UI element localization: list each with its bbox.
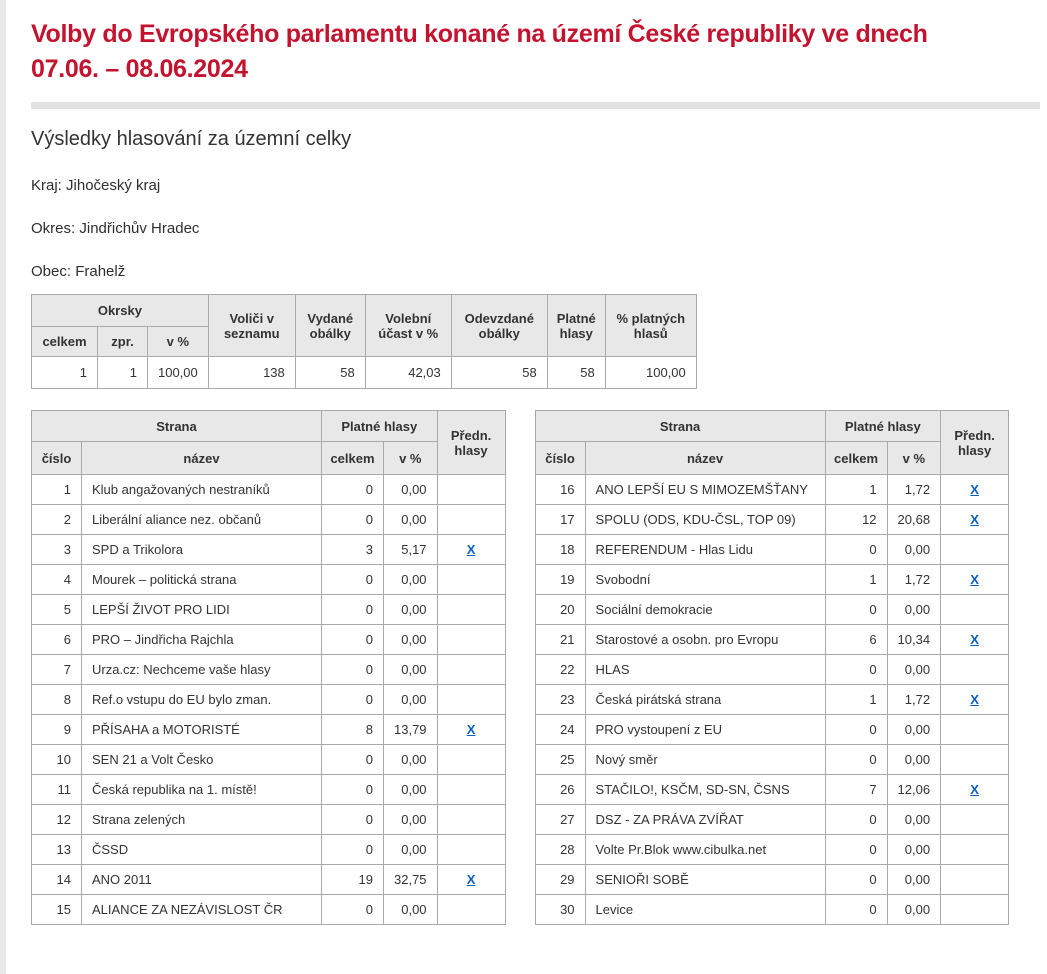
party-total-votes: 0 bbox=[825, 745, 887, 775]
party-total-votes: 0 bbox=[322, 895, 384, 925]
preferential-votes-cell bbox=[941, 805, 1009, 835]
party-name: PRO – Jindřicha Rajchla bbox=[82, 625, 322, 655]
party-percent: 0,00 bbox=[384, 775, 438, 805]
col-header-v-pct: v % bbox=[887, 442, 941, 475]
party-number: 10 bbox=[32, 745, 82, 775]
party-row bbox=[32, 625, 506, 655]
party-percent: 0,00 bbox=[384, 685, 438, 715]
preferential-votes-cell bbox=[941, 685, 1009, 715]
party-row bbox=[535, 805, 1009, 835]
preferential-votes-cell bbox=[437, 685, 505, 715]
party-number: 5 bbox=[32, 595, 82, 625]
party-total-votes: 0 bbox=[322, 625, 384, 655]
party-name: Mourek – politická strana bbox=[82, 565, 322, 595]
party-percent: 0,00 bbox=[384, 895, 438, 925]
preferential-votes-cell bbox=[437, 865, 505, 895]
col-header-okrsky: Okrsky bbox=[32, 295, 209, 327]
party-row bbox=[32, 805, 506, 835]
party-number: 27 bbox=[535, 805, 585, 835]
party-row bbox=[32, 565, 506, 595]
party-number: 11 bbox=[32, 775, 82, 805]
party-number: 26 bbox=[535, 775, 585, 805]
page-title-line1: Volby do Evropského parlamentu konané na území České republiky ve dnech bbox=[31, 20, 928, 48]
party-percent: 0,00 bbox=[384, 595, 438, 625]
party-name: ANO LEPŠÍ EU S MIMOZEMŠŤANY bbox=[585, 475, 825, 505]
preferential-votes-cell bbox=[437, 595, 505, 625]
party-percent: 0,00 bbox=[384, 745, 438, 775]
col-header-okrsky-zpr: zpr. bbox=[98, 327, 148, 357]
party-name: Klub angažovaných nestraníků bbox=[82, 475, 322, 505]
party-name: Levice bbox=[585, 895, 825, 925]
preferential-votes-cell bbox=[941, 655, 1009, 685]
preferential-votes-cell bbox=[941, 895, 1009, 925]
district-value: Jindřichův Hradec bbox=[79, 220, 200, 237]
party-total-votes: 0 bbox=[322, 685, 384, 715]
preferential-votes-link[interactable]: X bbox=[970, 482, 979, 497]
party-results-tables bbox=[31, 410, 1047, 925]
preferential-votes-cell bbox=[941, 475, 1009, 505]
party-total-votes: 6 bbox=[825, 625, 887, 655]
party-name: SPD a Trikolora bbox=[82, 535, 322, 565]
party-percent: 0,00 bbox=[887, 715, 941, 745]
col-header-pct-platnych-hlasu: % platných hlasů bbox=[605, 295, 696, 357]
party-row bbox=[32, 595, 506, 625]
district-line bbox=[31, 194, 1047, 237]
party-total-votes: 0 bbox=[322, 595, 384, 625]
page-title bbox=[31, 0, 1047, 87]
party-row bbox=[32, 745, 506, 775]
party-number: 18 bbox=[535, 535, 585, 565]
party-total-votes: 0 bbox=[322, 805, 384, 835]
party-total-votes: 0 bbox=[322, 655, 384, 685]
preferential-votes-link[interactable]: X bbox=[970, 692, 979, 707]
col-header-nazev: název bbox=[585, 442, 825, 475]
party-row bbox=[535, 625, 1009, 655]
preferential-votes-link[interactable]: X bbox=[466, 872, 476, 887]
volebni-ucast-value: 42,03 bbox=[365, 357, 451, 389]
party-number: 16 bbox=[535, 475, 585, 505]
party-row bbox=[535, 895, 1009, 925]
party-percent: 0,00 bbox=[887, 895, 941, 925]
party-number: 13 bbox=[32, 835, 82, 865]
party-row bbox=[32, 475, 506, 505]
col-header-predn-hlasy: Předn. hlasy bbox=[437, 411, 505, 475]
preferential-votes-link[interactable]: X bbox=[466, 722, 476, 737]
col-header-platne-hlasy: Platné hlasy bbox=[547, 295, 605, 357]
preferential-votes-cell bbox=[941, 595, 1009, 625]
preferential-votes-cell bbox=[437, 805, 505, 835]
okrsky-zpr-value: 1 bbox=[98, 357, 148, 389]
party-percent: 0,00 bbox=[887, 805, 941, 835]
party-number: 9 bbox=[32, 715, 82, 745]
party-name: Volte Pr.Blok www.cibulka.net bbox=[585, 835, 825, 865]
party-name: ANO 2011 bbox=[82, 865, 322, 895]
party-row bbox=[535, 775, 1009, 805]
party-row bbox=[32, 865, 506, 895]
party-row bbox=[535, 865, 1009, 895]
party-name: Sociální demokracie bbox=[585, 595, 825, 625]
party-percent: 32,75 bbox=[384, 865, 438, 895]
party-percent: 1,72 bbox=[887, 475, 941, 505]
party-row bbox=[32, 715, 506, 745]
party-number: 23 bbox=[535, 685, 585, 715]
party-name: Urza.cz: Nechceme vaše hlasy bbox=[82, 655, 322, 685]
party-row bbox=[535, 595, 1009, 625]
party-percent: 0,00 bbox=[887, 835, 941, 865]
party-row bbox=[535, 685, 1009, 715]
preferential-votes-cell bbox=[437, 775, 505, 805]
party-percent: 12,06 bbox=[887, 775, 941, 805]
col-header-platne-hlasy: Platné hlasy bbox=[322, 411, 438, 442]
party-name: Starostové a osobn. pro Evropu bbox=[585, 625, 825, 655]
region-value: Jihočeský kraj bbox=[66, 177, 161, 194]
preferential-votes-cell bbox=[941, 565, 1009, 595]
preferential-votes-cell bbox=[437, 715, 505, 745]
preferential-votes-cell bbox=[941, 505, 1009, 535]
turnout-summary-row bbox=[32, 357, 697, 389]
preferential-votes-cell bbox=[941, 625, 1009, 655]
party-total-votes: 0 bbox=[322, 565, 384, 595]
party-total-votes: 8 bbox=[322, 715, 384, 745]
party-row bbox=[32, 535, 506, 565]
party-total-votes: 0 bbox=[322, 505, 384, 535]
party-number: 28 bbox=[535, 835, 585, 865]
party-name: SENIOŘI SOBĚ bbox=[585, 865, 825, 895]
party-percent: 0,00 bbox=[384, 835, 438, 865]
party-row bbox=[535, 715, 1009, 745]
party-name: DSZ - ZA PRÁVA ZVÍŘAT bbox=[585, 805, 825, 835]
party-row bbox=[535, 565, 1009, 595]
municipality-line bbox=[31, 237, 1047, 280]
party-name: Liberální aliance nez. občanů bbox=[82, 505, 322, 535]
party-name: Česká pirátská strana bbox=[585, 685, 825, 715]
municipality-label: Obec: bbox=[31, 263, 72, 280]
col-header-predn-hlasy: Předn. hlasy bbox=[941, 411, 1009, 475]
title-divider bbox=[31, 102, 1040, 109]
party-percent: 0,00 bbox=[384, 505, 438, 535]
col-header-platne-hlasy: Platné hlasy bbox=[825, 411, 941, 442]
section-heading: Výsledky hlasování za územní celky bbox=[31, 128, 352, 150]
party-percent: 0,00 bbox=[887, 865, 941, 895]
turnout-summary-table bbox=[31, 294, 697, 389]
region-label: Kraj: bbox=[31, 177, 62, 194]
party-percent: 0,00 bbox=[384, 625, 438, 655]
party-total-votes: 1 bbox=[825, 565, 887, 595]
vydane-obalky-value: 58 bbox=[295, 357, 365, 389]
district-label: Okres: bbox=[31, 220, 76, 237]
preferential-votes-cell bbox=[437, 505, 505, 535]
party-number: 19 bbox=[535, 565, 585, 595]
party-name: SEN 21 a Volt Česko bbox=[82, 745, 322, 775]
party-total-votes: 1 bbox=[825, 475, 887, 505]
party-total-votes: 0 bbox=[825, 715, 887, 745]
party-name: PŘÍSAHA a MOTORISTÉ bbox=[82, 715, 322, 745]
preferential-votes-link[interactable]: X bbox=[466, 542, 476, 557]
party-name: ALIANCE ZA NEZÁVISLOST ČR bbox=[82, 895, 322, 925]
party-name: Ref.o vstupu do EU bylo zman. bbox=[82, 685, 322, 715]
party-row bbox=[32, 895, 506, 925]
party-number: 20 bbox=[535, 595, 585, 625]
col-header-strana: Strana bbox=[535, 411, 825, 442]
page-title-line2: 07.06. – 08.06.2024 bbox=[31, 55, 248, 83]
party-total-votes: 0 bbox=[825, 895, 887, 925]
preferential-votes-link[interactable]: X bbox=[970, 512, 979, 527]
party-number: 21 bbox=[535, 625, 585, 655]
party-percent: 0,00 bbox=[384, 475, 438, 505]
party-percent: 0,00 bbox=[887, 595, 941, 625]
party-number: 4 bbox=[32, 565, 82, 595]
party-percent: 0,00 bbox=[384, 805, 438, 835]
preferential-votes-cell bbox=[941, 715, 1009, 745]
preferential-votes-cell bbox=[437, 895, 505, 925]
party-row bbox=[32, 685, 506, 715]
party-percent: 1,72 bbox=[887, 685, 941, 715]
party-number: 6 bbox=[32, 625, 82, 655]
col-header-strana: Strana bbox=[32, 411, 322, 442]
col-header-celkem: celkem bbox=[825, 442, 887, 475]
party-total-votes: 0 bbox=[825, 595, 887, 625]
col-header-cislo: číslo bbox=[32, 442, 82, 475]
party-number: 17 bbox=[535, 505, 585, 535]
page-left-gutter bbox=[0, 0, 6, 974]
col-header-vydane-obalky: Vydané obálky bbox=[295, 295, 365, 357]
party-row bbox=[32, 775, 506, 805]
party-total-votes: 0 bbox=[322, 835, 384, 865]
party-name: HLAS bbox=[585, 655, 825, 685]
col-header-v-pct: v % bbox=[384, 442, 438, 475]
party-percent: 0,00 bbox=[384, 655, 438, 685]
party-number: 30 bbox=[535, 895, 585, 925]
preferential-votes-cell bbox=[437, 745, 505, 775]
okrsky-pct-value: 100,00 bbox=[148, 357, 209, 389]
preferential-votes-cell bbox=[437, 565, 505, 595]
party-number: 25 bbox=[535, 745, 585, 775]
party-number: 3 bbox=[32, 535, 82, 565]
col-header-celkem: celkem bbox=[322, 442, 384, 475]
party-name: LEPŠÍ ŽIVOT PRO LIDI bbox=[82, 595, 322, 625]
party-results-table-right bbox=[535, 410, 1010, 925]
party-number: 2 bbox=[32, 505, 82, 535]
party-total-votes: 0 bbox=[322, 475, 384, 505]
party-total-votes: 0 bbox=[825, 655, 887, 685]
party-percent: 0,00 bbox=[887, 655, 941, 685]
col-header-cislo: číslo bbox=[535, 442, 585, 475]
pct-platnych-hlasu-value: 100,00 bbox=[605, 357, 696, 389]
party-name: REFERENDUM - Hlas Lidu bbox=[585, 535, 825, 565]
party-row bbox=[535, 475, 1009, 505]
col-header-volici-v-seznamu: Voliči v seznamu bbox=[208, 295, 295, 357]
volici-v-seznamu-value: 138 bbox=[208, 357, 295, 389]
party-percent: 0,00 bbox=[887, 535, 941, 565]
okrsky-celkem-value: 1 bbox=[32, 357, 98, 389]
party-total-votes: 0 bbox=[825, 805, 887, 835]
party-number: 12 bbox=[32, 805, 82, 835]
col-header-okrsky-v-pct: v % bbox=[148, 327, 209, 357]
party-row bbox=[32, 505, 506, 535]
party-total-votes: 0 bbox=[825, 865, 887, 895]
party-percent: 13,79 bbox=[384, 715, 438, 745]
party-total-votes: 7 bbox=[825, 775, 887, 805]
party-name: STAČILO!, KSČM, SD-SN, ČSNS bbox=[585, 775, 825, 805]
party-name: Nový směr bbox=[585, 745, 825, 775]
platne-hlasy-value: 58 bbox=[547, 357, 605, 389]
col-header-nazev: název bbox=[82, 442, 322, 475]
party-number: 22 bbox=[535, 655, 585, 685]
party-row bbox=[535, 655, 1009, 685]
region-line bbox=[31, 151, 1047, 194]
party-total-votes: 12 bbox=[825, 505, 887, 535]
party-total-votes: 0 bbox=[825, 835, 887, 865]
party-total-votes: 0 bbox=[825, 535, 887, 565]
municipality-value: Frahelž bbox=[75, 263, 126, 280]
party-total-votes: 19 bbox=[322, 865, 384, 895]
party-total-votes: 1 bbox=[825, 685, 887, 715]
party-total-votes: 0 bbox=[322, 775, 384, 805]
preferential-votes-cell bbox=[437, 475, 505, 505]
party-percent: 0,00 bbox=[887, 745, 941, 775]
col-header-okrsky-celkem: celkem bbox=[32, 327, 98, 357]
party-number: 1 bbox=[32, 475, 82, 505]
party-row bbox=[535, 835, 1009, 865]
party-number: 7 bbox=[32, 655, 82, 685]
party-percent: 0,00 bbox=[384, 565, 438, 595]
party-percent: 5,17 bbox=[384, 535, 438, 565]
party-name: PRO vystoupení z EU bbox=[585, 715, 825, 745]
party-row bbox=[32, 835, 506, 865]
party-number: 8 bbox=[32, 685, 82, 715]
party-name: Česká republika na 1. místě! bbox=[82, 775, 322, 805]
party-name: SPOLU (ODS, KDU-ČSL, TOP 09) bbox=[585, 505, 825, 535]
party-row bbox=[535, 535, 1009, 565]
party-percent: 20,68 bbox=[887, 505, 941, 535]
party-results-table-left bbox=[31, 410, 506, 925]
party-number: 29 bbox=[535, 865, 585, 895]
col-header-odevzdane-obalky: Odevzdané obálky bbox=[451, 295, 547, 357]
party-total-votes: 3 bbox=[322, 535, 384, 565]
party-row bbox=[32, 655, 506, 685]
party-name: ČSSD bbox=[82, 835, 322, 865]
preferential-votes-cell bbox=[437, 535, 505, 565]
party-number: 24 bbox=[535, 715, 585, 745]
preferential-votes-link[interactable]: X bbox=[970, 572, 979, 587]
party-number: 15 bbox=[32, 895, 82, 925]
party-percent: 1,72 bbox=[887, 565, 941, 595]
preferential-votes-cell bbox=[941, 775, 1009, 805]
preferential-votes-cell bbox=[437, 835, 505, 865]
party-row bbox=[535, 745, 1009, 775]
preferential-votes-cell bbox=[437, 625, 505, 655]
preferential-votes-link[interactable]: X bbox=[970, 782, 979, 797]
preferential-votes-cell bbox=[941, 535, 1009, 565]
preferential-votes-cell bbox=[437, 655, 505, 685]
party-row bbox=[535, 505, 1009, 535]
preferential-votes-cell bbox=[941, 865, 1009, 895]
party-number: 14 bbox=[32, 865, 82, 895]
odevzdane-obalky-value: 58 bbox=[451, 357, 547, 389]
preferential-votes-cell bbox=[941, 835, 1009, 865]
preferential-votes-link[interactable]: X bbox=[970, 632, 979, 647]
party-name: Svobodní bbox=[585, 565, 825, 595]
party-total-votes: 0 bbox=[322, 745, 384, 775]
col-header-volebni-ucast: Volební účast v % bbox=[365, 295, 451, 357]
preferential-votes-cell bbox=[941, 745, 1009, 775]
party-name: Strana zelených bbox=[82, 805, 322, 835]
party-percent: 10,34 bbox=[887, 625, 941, 655]
